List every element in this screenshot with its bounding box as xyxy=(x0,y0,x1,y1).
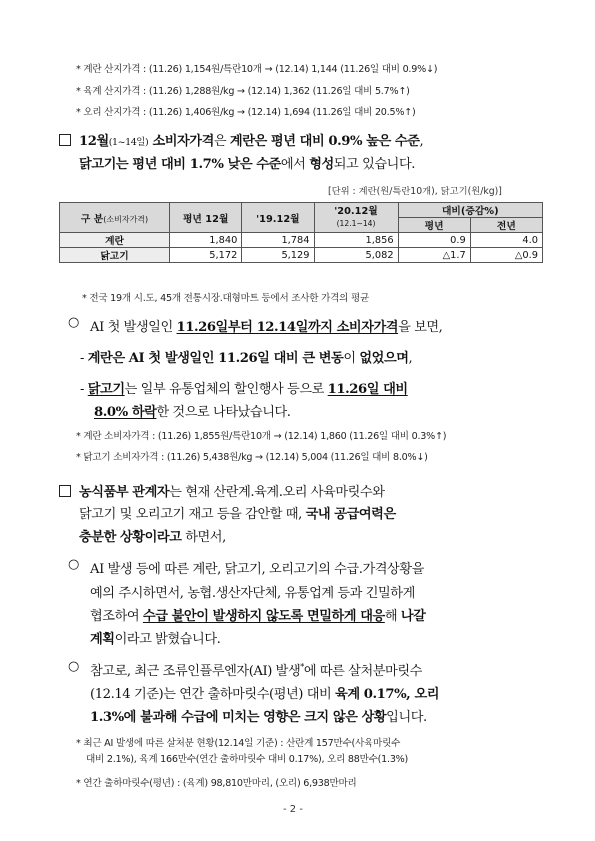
text-fragment: 이 xyxy=(343,351,360,366)
text-fragment: 을 보면, xyxy=(398,320,443,335)
header-category-sub: (소비자가격) xyxy=(103,214,149,224)
chicken-date-highlight: 11.26일 대비 xyxy=(327,382,408,397)
text-fragment: 입니다. xyxy=(386,710,427,725)
supply-capacity: 국내 공급여력은 xyxy=(305,507,396,522)
period-label: (1~14일) xyxy=(108,137,149,148)
note-duck-producer-price: * 오리 산지가격 : (11.26) 1,406원/kg → (12.14) 1,694 (11.26일 대비 20.5%↑) xyxy=(76,107,416,118)
text-fragment: 닭고기 및 오리고기 재고 등을 감안할 때, xyxy=(79,507,306,522)
chicken-change-line1 xyxy=(80,378,408,397)
plan-line1: AI 발생 등에 따른 계란, 닭고기, 오리고기의 수급.가격상황을 xyxy=(90,562,424,577)
note-chicken-consumer-price: * 닭고기 소비자가격 : (11.26) 5,438원/kg → (12.14) 5,004 (11.26일 대비 8.0%↓) xyxy=(76,452,428,463)
cull-note-line1: * 최근 AI 발생에 따른 살처분 현황(12.14일 기준) : 산란계 157만수(사육마릿수 xyxy=(76,738,401,749)
consumer-price-table xyxy=(59,202,543,263)
plan-highlight: 수급 불안이 발생하지 않도록 면밀하게 대응 xyxy=(142,609,385,624)
text-fragment: , xyxy=(408,351,413,366)
square-bullet-icon xyxy=(59,134,71,146)
text-fragment: 이라고 밝혔습니다. xyxy=(114,632,221,647)
header-current-label: '20.12월 xyxy=(334,205,378,217)
egg-no-change: 없었으며 xyxy=(359,351,409,366)
circle-bullet-icon: ○ xyxy=(68,659,80,674)
cell-normal: 1,840 xyxy=(170,233,242,248)
table-row-egg xyxy=(60,233,543,248)
row-label: 닭고기 xyxy=(60,248,170,263)
survey-note: * 전국 19개 시.도, 45개 전통시장.대형마트 등에서 조사한 가격의 평균 xyxy=(82,293,369,304)
text-fragment: 은 xyxy=(213,134,230,149)
cell-prev: 5,129 xyxy=(242,248,314,263)
ref-impact-highlight: 1.3%에 불과해 수급에 미치는 영향은 크지 않은 상황 xyxy=(90,710,387,725)
ref-line3 xyxy=(90,706,427,725)
note-broiler-producer-price: * 육계 산지가격 : (11.26) 1,288원/kg → (12.14) 1,362 (11.26일 대비 5.7%↑) xyxy=(76,86,410,97)
cell-current: 5,082 xyxy=(314,248,398,263)
ai-period-line xyxy=(90,316,442,335)
plan-will: 나갈 xyxy=(400,609,426,624)
text-fragment: - xyxy=(80,382,88,397)
chicken-change-line2 xyxy=(94,401,291,420)
text-fragment: - xyxy=(80,351,88,366)
square-bullet-icon xyxy=(59,485,71,497)
ref-line1 xyxy=(90,660,422,679)
month-label: 12월 xyxy=(79,134,109,149)
section1-line1 xyxy=(79,130,423,149)
cell-current: 1,856 xyxy=(314,233,398,248)
text-fragment: 해 xyxy=(384,609,401,624)
note-egg-producer-price: * 계란 산지가격 : (11.26) 1,154원/특란10개 → (12.14) 1,144 (11.26일 대비 0.9%↓) xyxy=(76,64,438,75)
plan-line4 xyxy=(90,628,220,647)
text-fragment: 되고 있습니다. xyxy=(333,157,415,172)
text-fragment: 는 현재 산란계.육계.오리 사육마릿수와 xyxy=(169,485,385,500)
circle-bullet-icon: ○ xyxy=(68,557,80,572)
text-fragment: 에서 xyxy=(280,157,310,172)
header-category xyxy=(60,203,170,233)
header-current-period: (12.1~14) xyxy=(336,218,376,228)
header-change: 대비(증감%) xyxy=(398,203,542,218)
cell-vs-normal: 0.9 xyxy=(398,233,470,248)
egg-summary: 계란은 평년 대비 0.9% 높은 수준 xyxy=(229,134,420,149)
text-fragment: 에 따른 살처분마릿수 xyxy=(303,664,422,679)
chicken-drop-highlight: 8.0% 하락 xyxy=(94,405,157,420)
annual-shipment-note: * 연간 출하마릿수(평년) : (육계) 98,810만마리, (오리) 6,938만마리 xyxy=(76,778,357,789)
text-fragment: 한 것으로 나타났습니다. xyxy=(156,405,291,420)
header-change-prev: 전년 xyxy=(470,218,542,233)
ref-line2 xyxy=(90,683,439,702)
plan-line3 xyxy=(90,605,425,624)
text-fragment: (12.14 기준)는 연간 출하마릿수(평년) 대비 xyxy=(90,687,336,702)
section2-line1 xyxy=(79,481,385,500)
egg-change-line xyxy=(80,347,412,366)
ministry-official: 농식품부 관계자 xyxy=(79,485,170,500)
text-fragment: 협조하여 xyxy=(90,609,143,624)
plan-word: 계획 xyxy=(90,632,115,647)
unit-note: [단위 : 계란(원/특란10개), 닭고기(원/kg)] xyxy=(328,186,502,197)
consumer-price-label: 소비자가격 xyxy=(148,134,214,149)
row-label: 계란 xyxy=(60,233,170,248)
text-fragment: 하면서, xyxy=(181,530,226,545)
header-category-label: 구 분 xyxy=(80,213,104,225)
ai-period-highlight: 11.26일부터 12.14일까지 소비자가격 xyxy=(176,320,399,335)
cell-normal: 5,172 xyxy=(170,248,242,263)
egg-change-highlight: 계란은 AI 첫 발생일인 11.26일 대비 큰 변동 xyxy=(87,351,344,366)
chicken-word: 닭고기 xyxy=(87,382,125,397)
header-current-dec xyxy=(314,203,398,233)
section2-line3 xyxy=(79,526,226,545)
cell-vs-prev: △0.9 xyxy=(470,248,542,263)
circle-bullet-icon: ○ xyxy=(68,315,80,330)
text-fragment: AI 첫 발생일인 xyxy=(90,320,177,335)
text-fragment: 는 일부 유통업체의 할인행사 등으로 xyxy=(124,382,328,397)
header-change-normal: 평년 xyxy=(398,218,470,233)
footnote-mark: * xyxy=(300,662,304,672)
note-egg-consumer-price: * 계란 소비자가격 : (11.26) 1,855원/특란10개 → (12.14) 1,860 (11.26일 대비 0.3%↑) xyxy=(76,431,447,442)
section2-line2 xyxy=(79,503,396,522)
formation-word: 형성 xyxy=(309,157,334,172)
header-prev-dec: '19.12월 xyxy=(242,203,314,233)
chicken-summary: 닭고기는 평년 대비 1.7% 낮은 수준 xyxy=(79,157,281,172)
header-normal-dec: 평년 12월 xyxy=(170,203,242,233)
ref-ratio-highlight: 육계 0.17%, 오리 xyxy=(335,687,440,702)
cull-note-line2: 대비 2.1%), 육계 166만수(연간 출하마릿수 대비 0.17%), 오리 88만수(1.3%) xyxy=(86,754,409,765)
text-fragment: , xyxy=(419,134,424,149)
sufficient-situation: 충분한 상황이라고 xyxy=(79,530,182,545)
cell-prev: 1,784 xyxy=(242,233,314,248)
text-fragment: 참고로, 최근 조류인플루엔자(AI) 발생 xyxy=(90,664,301,679)
cell-vs-normal: △1.7 xyxy=(398,248,470,263)
cell-vs-prev: 4.0 xyxy=(470,233,542,248)
page-number: - 2 - xyxy=(283,804,303,815)
plan-line2: 예의 주시하면서, 농협.생산자단체, 유통업계 등과 긴밀하게 xyxy=(90,586,415,601)
section1-line2 xyxy=(79,153,415,172)
table-row-chicken xyxy=(60,248,543,263)
